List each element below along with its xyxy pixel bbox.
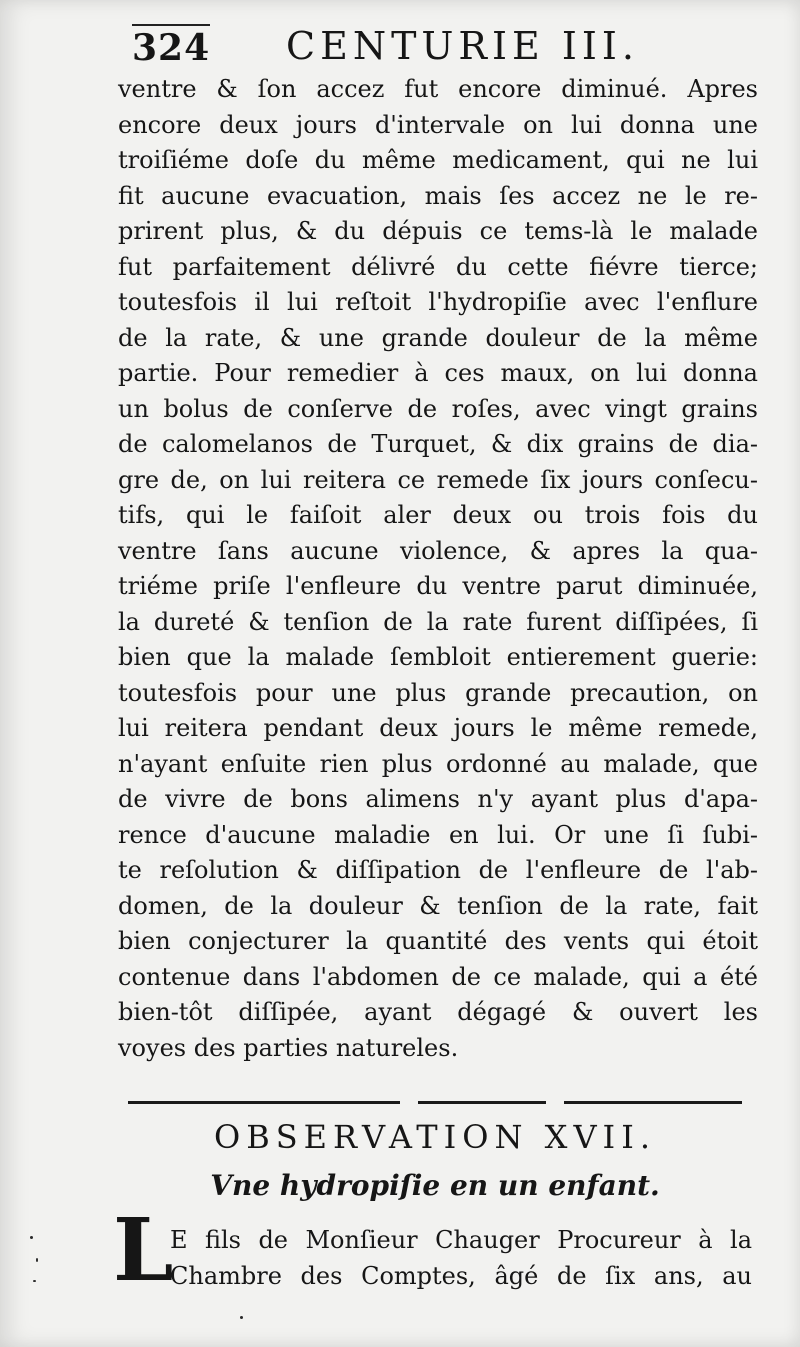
text-line: rence d'aucune maladie en lui. Or une ſi ſubi- xyxy=(118,820,758,849)
divider-rule xyxy=(418,1101,546,1104)
text-line: Chambre des Comptes, âgé de ſix ans, au xyxy=(170,1262,752,1290)
text-line: n'ayant enſuite rien plus ordonné au malade, que xyxy=(118,749,758,778)
text-line: voyes des parties natureles. xyxy=(118,1033,459,1062)
text-line: bien-tôt diſſipée, ayant dégagé & ouvert les xyxy=(118,998,758,1026)
text-line: la dureté & tenſion de la rate furent diſſipées, ſi xyxy=(118,607,758,636)
body-text xyxy=(118,72,758,1066)
text-line: lui reitera pendant deux jours le même remede, xyxy=(118,714,758,742)
text-line: prirent plus, & du dépuis ce tems-là le malade xyxy=(118,217,758,245)
text-line: partie. Pour remedier à ces maux, on lui donna xyxy=(118,359,758,387)
observation-subtitle: Vne hydropiſie en un enfant. xyxy=(210,1169,660,1202)
text-line: gre de, on lui reitera ce remede ſix jours conſecu- xyxy=(118,465,758,494)
text-line: de calomelanos de Turquet, & dix grains de dia- xyxy=(118,430,758,458)
text-line: bien que la malade ſembloit entierement guerie: xyxy=(118,643,758,671)
text-line: un bolus de conſerve de roſes, avec vingt grains xyxy=(118,394,758,423)
text-line: fut parfaitement délivré du cette fiévre tierce; xyxy=(118,252,758,281)
text-line: tifs, qui le faiſoit aler deux ou trois fois du xyxy=(118,501,758,529)
running-head: CENTURIE III. xyxy=(286,24,639,68)
ink-speck xyxy=(33,1280,36,1282)
section-divider xyxy=(128,1097,742,1113)
text-line: de vivre de bons alimens n'y ayant plus d'apa- xyxy=(118,785,758,813)
text-line: bien conjecturer la quantité des vents qui étoit xyxy=(118,927,758,955)
text-line: ventre & ſon accez fut encore diminué. Apres xyxy=(118,75,758,103)
text-line: toutesfois il lui reſtoit l'hydropiſie avec l'enflure xyxy=(118,288,758,316)
text-line: triéme priſe l'enfleure du ventre parut diminuée, xyxy=(118,572,758,600)
text-line: contenue dans l'abdomen de ce malade, qui a été xyxy=(118,962,758,991)
text-line: te reſolution & diſſipation de l'enfleure de l'ab- xyxy=(118,856,758,884)
page-header xyxy=(128,18,768,78)
page-number: 324 xyxy=(132,24,210,70)
ink-speck xyxy=(36,1258,38,1262)
ink-speck xyxy=(240,1316,243,1319)
text-line: fit aucune evacuation, mais ſes accez ne le re- xyxy=(118,181,758,210)
text-line: ventre ſans aucune violence, & apres la qua- xyxy=(118,536,758,565)
divider-rule xyxy=(128,1101,400,1104)
drop-cap: L xyxy=(113,1200,174,1301)
observation-body xyxy=(170,1222,752,1294)
divider-rule xyxy=(564,1101,742,1104)
text-line: de la rate, & une grande douleur de la même xyxy=(118,323,758,352)
ink-speck xyxy=(30,1236,33,1239)
text-line: toutesfois pour une plus grande precaution, on xyxy=(118,678,758,707)
text-line: E fils de Monſieur Chauger Procureur à la xyxy=(170,1226,752,1254)
text-line: domen, de la douleur & tenſion de la rate, fait xyxy=(118,891,758,920)
observation-title: OBSERVATION XVII. xyxy=(213,1118,656,1156)
text-line: troiſiéme doſe du même medicament, qui ne lui xyxy=(118,146,758,174)
text-line: encore deux jours d'intervale on lui donna une xyxy=(118,110,758,139)
